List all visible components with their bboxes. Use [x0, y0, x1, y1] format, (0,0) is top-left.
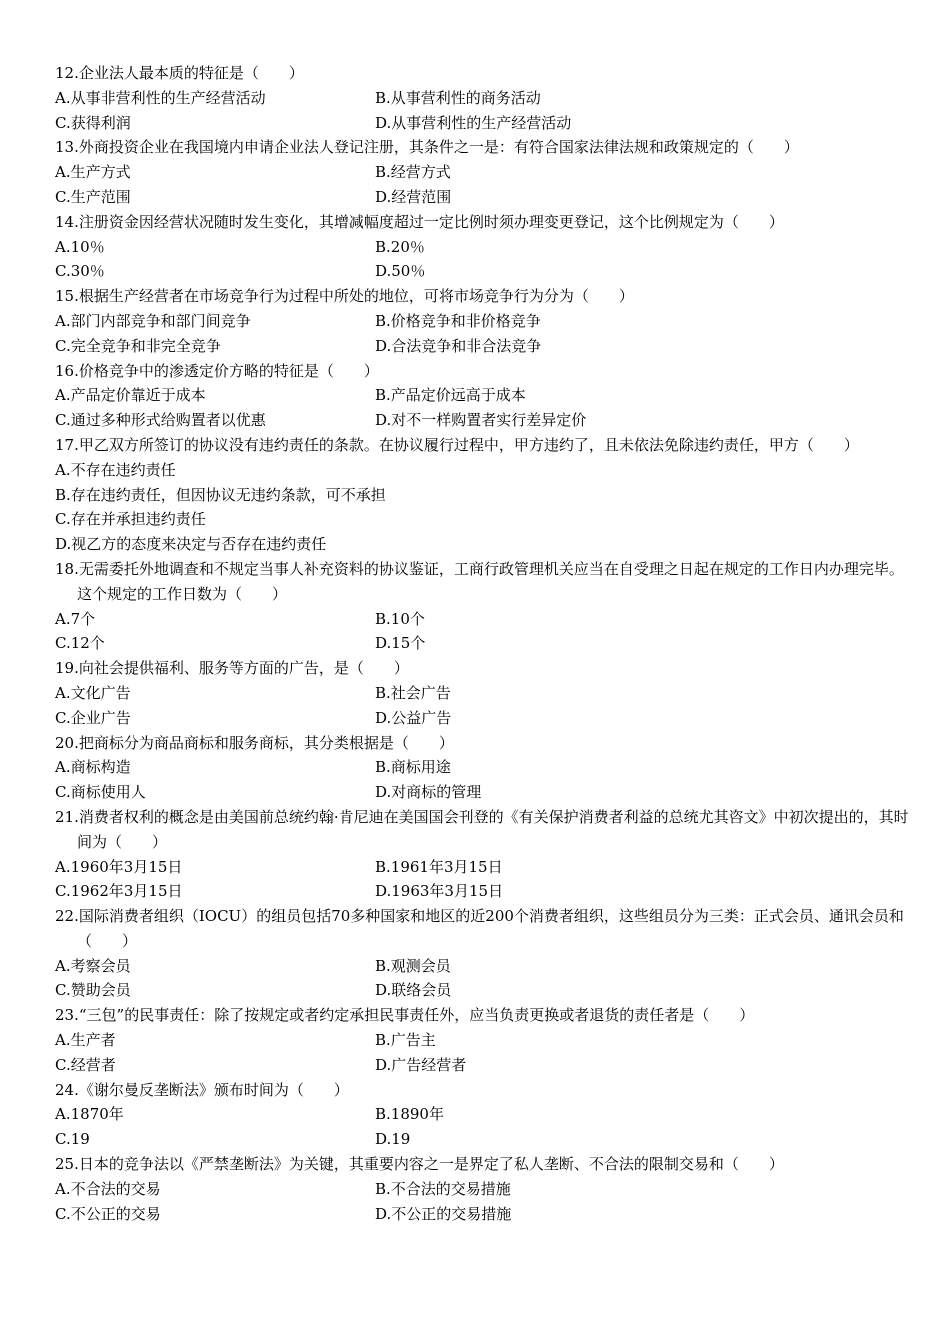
answer-option: B.不合法的交易措施 — [375, 1179, 511, 1198]
question-stem: 25.日本的竞争法以《严禁垄断法》为关键，其重要内容之一是界定了私人垄断、不合法的限制交易和（ ） — [55, 1155, 784, 1174]
answer-option: D.对商标的管理 — [375, 783, 482, 802]
answer-option: A.不存在违约责任 — [55, 460, 176, 479]
answer-option: A.不合法的交易 — [55, 1179, 161, 1198]
option-row — [55, 111, 910, 136]
question-item — [55, 135, 910, 209]
answer-option: A.商标构造 — [55, 758, 131, 777]
question-item — [55, 359, 910, 433]
answer-option: A.7个 — [55, 609, 96, 628]
answer-option: A.1870年 — [55, 1105, 124, 1124]
answer-option: D.视乙方的态度来决定与否存在违约责任 — [55, 535, 327, 554]
option-row — [55, 1127, 910, 1152]
question-item — [55, 557, 910, 656]
answer-option: D.1963年3月15日 — [375, 882, 504, 901]
question-stem: 21.消费者权利的概念是由美国前总统约翰·肯尼迪在美国国会刊登的《有关保护消费者利益的总统尤其咨文》中初次提出的，其时间为（ ） — [55, 807, 909, 851]
question-item — [55, 284, 910, 358]
answer-option: C.30％ — [55, 262, 105, 281]
option-row — [55, 185, 910, 210]
answer-option: B.从事营利性的商务活动 — [375, 88, 541, 107]
answer-option: C.不公正的交易 — [55, 1204, 161, 1223]
option-row — [55, 681, 910, 706]
question-item — [55, 1152, 910, 1226]
answer-option: C.12个 — [55, 634, 105, 653]
question-stem: 22.国际消费者组织（IOCU）的组员包括70多种国家和地区的近200个消费者组织，这些组员分为三类：正式会员、通讯会员和（ ） — [55, 907, 904, 950]
answer-option: A.生产者 — [55, 1031, 116, 1050]
option-row — [55, 334, 910, 359]
answer-option: C.商标使用人 — [55, 783, 146, 802]
option-row — [55, 978, 910, 1003]
answer-option: D.经营范围 — [375, 187, 452, 206]
option-row — [55, 1102, 910, 1127]
question-stem: 17.甲乙双方所签订的协议没有违约责任的条款。在协议履行过程中，甲方违约了，且未依法免除违约责任，甲方（ ） — [55, 435, 859, 454]
question-item — [55, 1078, 910, 1152]
question-stem: 15.根据生产经营者在市场竞争行为过程中所处的地位，可将市场竞争行为分为（ ） — [55, 287, 634, 306]
question-stem: 20.把商标分为商品商标和服务商标，其分类根据是（ ） — [55, 733, 454, 752]
answer-option: B.价格竞争和非价格竞争 — [375, 311, 541, 330]
answer-option: D.50％ — [375, 262, 426, 281]
answer-option: B.存在违约责任，但因协议无违约条款，可不承担 — [55, 485, 386, 504]
answer-option: A.生产方式 — [55, 163, 131, 182]
question-item — [55, 61, 910, 135]
answer-option: C.企业广告 — [55, 708, 131, 727]
answer-option: C.1962年3月15日 — [55, 882, 183, 901]
option-row — [55, 259, 910, 284]
option-row — [55, 855, 910, 880]
question-stem: 14.注册资金因经营状况随时发生变化，其增减幅度超过一定比例时须办理变更登记，这个比例规定为（ ） — [55, 212, 784, 231]
answer-option: A.部门内部竞争和部门间竞争 — [55, 311, 251, 330]
question-stem: 18.无需委托外地调查和不规定当事人补充资料的协议鉴证，工商行政管理机关应当在自受理之日起在规定的工作日内办理完毕。这个规定的工作日数为（ ） — [55, 559, 904, 603]
question-stem: 23.“三包”的民事责任：除了按规定或者约定承担民事责任外，应当负责更换或者退货的责任者是（ ） — [55, 1006, 755, 1025]
option-row — [55, 780, 910, 805]
answer-option: D.19 — [375, 1130, 411, 1149]
option-row — [55, 954, 910, 979]
answer-option: A.文化广告 — [55, 683, 131, 702]
answer-option: D.联络会员 — [375, 981, 452, 1000]
answer-option: B.10个 — [375, 609, 425, 628]
answer-option: B.1961年3月15日 — [375, 857, 503, 876]
option-row — [55, 1177, 910, 1202]
answer-option: B.20％ — [375, 237, 425, 256]
answer-option: B.产品定价远高于成本 — [375, 386, 526, 405]
option-row — [55, 408, 910, 433]
question-item — [55, 656, 910, 730]
answer-option: C.经营者 — [55, 1055, 116, 1074]
answer-option: C.赞助会员 — [55, 981, 131, 1000]
answer-option: A.10％ — [55, 237, 105, 256]
option-row — [55, 1053, 910, 1078]
answer-option: A.考察会员 — [55, 956, 131, 975]
option-row — [55, 1202, 910, 1227]
option-row — [55, 235, 910, 260]
answer-option: D.从事营利性的生产经营活动 — [375, 113, 572, 132]
answer-option: B.观测会员 — [375, 956, 451, 975]
answer-option: C.19 — [55, 1130, 90, 1149]
question-stem: 13.外商投资企业在我国境内申请企业法人登记注册，其条件之一是：有符合国家法律法规和政策规定的（ ） — [55, 138, 799, 157]
answer-option: D.不公正的交易措施 — [375, 1204, 512, 1223]
option-row — [55, 631, 910, 656]
option-row — [55, 607, 910, 632]
answer-option: B.1890年 — [375, 1105, 444, 1124]
question-stem: 19.向社会提供福利、服务等方面的广告，是（ ） — [55, 659, 409, 678]
answer-option: B.社会广告 — [375, 683, 451, 702]
question-stem: 12.企业法人最本质的特征是（ ） — [55, 64, 304, 82]
option-row — [55, 706, 910, 731]
answer-option: C.获得利润 — [55, 113, 131, 132]
answer-option: A.从事非营利性的生产经营活动 — [55, 88, 266, 107]
option-row — [55, 879, 910, 904]
answer-option: C.完全竞争和非完全竞争 — [55, 336, 221, 355]
answer-option: D.对不一样购置者实行差异定价 — [375, 411, 587, 430]
answer-option: C.通过多种形式给购置者以优惠 — [55, 411, 266, 430]
option-row — [55, 309, 910, 334]
answer-option: B.广告主 — [375, 1031, 436, 1050]
question-stem: 24.《谢尔曼反垄断法》颁布时间为（ ） — [55, 1080, 349, 1099]
option-row — [55, 160, 910, 185]
answer-option: D.合法竞争和非合法竞争 — [375, 336, 542, 355]
answer-option: A.产品定价靠近于成本 — [55, 386, 206, 405]
question-stem: 16.价格竞争中的渗透定价方略的特征是（ ） — [55, 361, 379, 380]
question-item — [55, 805, 910, 904]
question-item — [55, 904, 910, 1003]
answer-option: D.15个 — [375, 634, 426, 653]
question-item — [55, 210, 910, 284]
answer-option: B.商标用途 — [375, 758, 451, 777]
option-row — [55, 1028, 910, 1053]
answer-option: D.广告经营者 — [375, 1055, 467, 1074]
answer-option: C.存在并承担违约责任 — [55, 510, 206, 529]
answer-option: B.经营方式 — [375, 163, 451, 182]
option-row — [55, 755, 910, 780]
answer-option: A.1960年3月15日 — [55, 857, 183, 876]
option-row — [55, 383, 910, 408]
answer-option: C.生产范围 — [55, 187, 131, 206]
question-item — [55, 433, 910, 557]
exam-document — [55, 61, 910, 1226]
option-row — [55, 86, 910, 111]
question-item — [55, 731, 910, 805]
question-item — [55, 1003, 910, 1077]
answer-option: D.公益广告 — [375, 708, 452, 727]
